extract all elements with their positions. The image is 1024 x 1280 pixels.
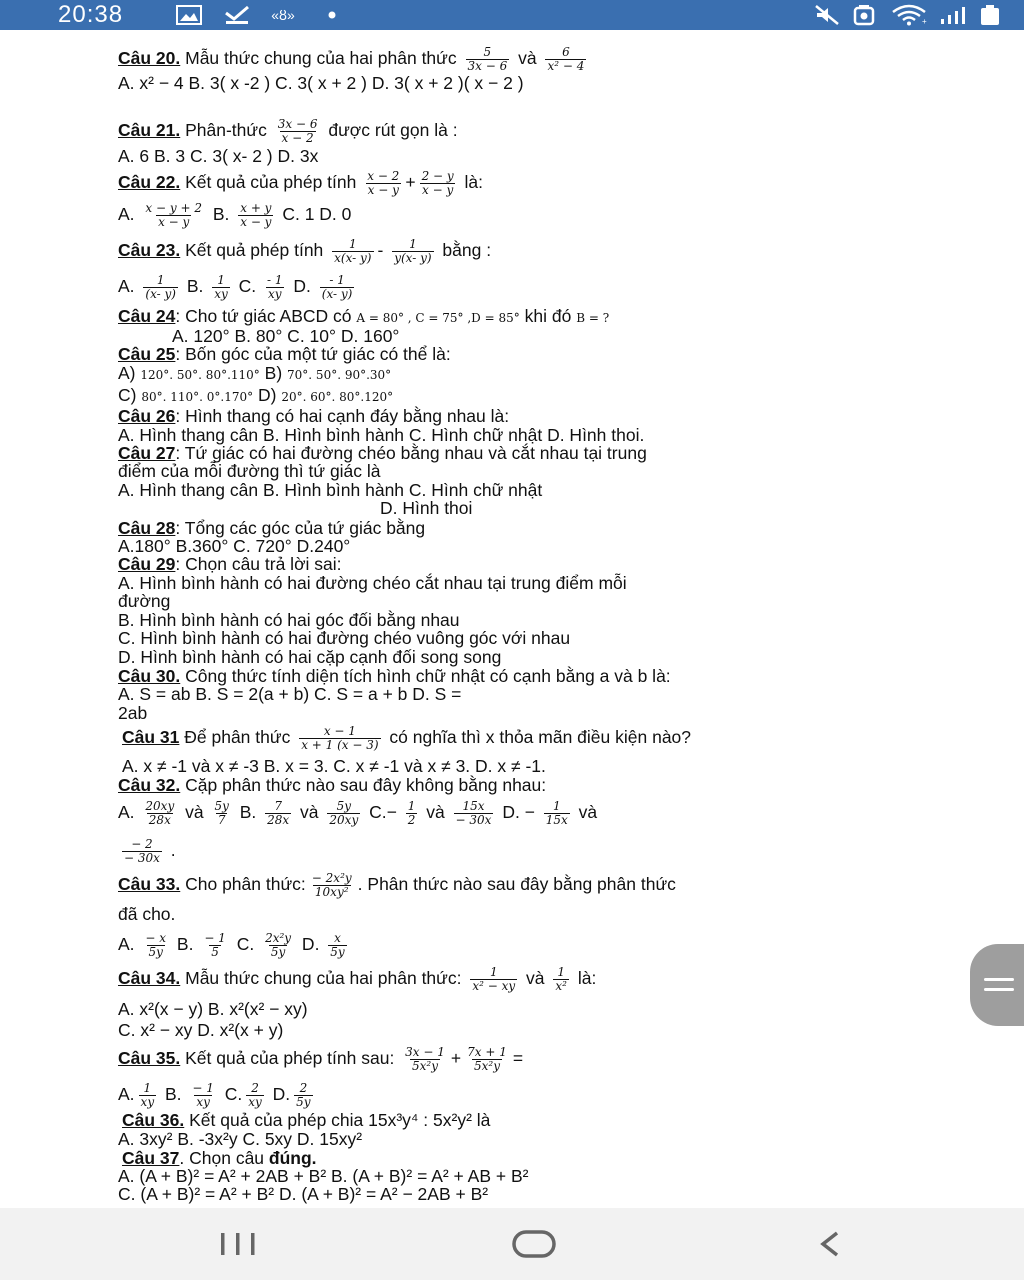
fraction [454,800,494,827]
text-line [118,443,647,463]
fraction [406,800,418,827]
text-segment: B. [207,204,235,225]
question-label: Câu 24 [118,306,176,326]
fraction [332,238,373,265]
text-segment: bằng : [437,240,492,261]
fraction-denominator: 5y [330,945,345,959]
text-line [118,461,381,481]
fraction [299,725,380,752]
text-segment: B. [160,1084,187,1105]
download-icon [222,4,252,26]
fraction-numerator: x [334,931,341,945]
fraction [276,118,320,145]
fraction-numerator: 2 − y [421,169,454,183]
question-label: Câu 33. [118,874,181,895]
podcast-icon: «ȣ» [271,7,295,23]
fraction [310,872,354,899]
text-line [118,480,542,500]
fraction-numerator: - 1 [329,273,345,287]
text-line [118,800,597,827]
navigation-bar [0,1208,1024,1280]
text-segment: Kết quả của phép tính sau: [180,1048,400,1069]
text-segment: D) [253,385,282,405]
text-line [118,932,351,959]
text-line [118,554,342,574]
fraction-denominator: x − y [240,215,272,229]
text-segment: và [573,802,598,823]
text-line [118,684,461,704]
text-segment: A. x ≠ -1 và x ≠ -3 B. x = 3. C. x ≠ -1 và x ≠ 3. D. x ≠ -1. [122,756,546,776]
math-expression: 70°. 50°. 90°.30° [287,368,392,382]
text-segment: A. x² − 4 B. 3( x -2 ) C. 3( x + 2 ) D. 3( x + 2 )( x − 2 ) [118,73,524,93]
text-segment: B) [259,363,288,383]
fraction [190,1082,216,1109]
side-panel-handle[interactable] [970,944,1024,1026]
text-segment: Công thức tính diện tích hình chữ nhật có cạnh bằng a và b là: [180,666,671,686]
text-segment: A. 3xy² B. -3x²y C. 5xy D. 15xy² [118,1129,363,1149]
fraction-denominator: x² − 4 [547,59,585,73]
fraction-denominator: − 30x [455,813,492,827]
fraction-numerator: 7 [274,799,282,813]
question-label: Câu 28 [118,518,176,538]
fraction [122,838,162,865]
status-bar [0,0,1024,30]
fraction [544,800,570,827]
text-segment: B. [234,802,262,823]
text-line [118,202,351,229]
question-label: Câu 37 [122,1148,180,1168]
text-segment: Mẫu thức chung của hai phân thức: [180,968,467,989]
text-line [118,344,451,364]
fraction-numerator: − 2 [131,837,153,851]
text-segment: A. 120° B. 80° C. 10° D. 160° [172,326,400,346]
fraction-denominator: xy [140,1095,155,1109]
text-segment: Để phân thức [179,727,296,748]
text-line [118,274,358,301]
fraction [403,1046,447,1073]
fraction-numerator: 5y [214,799,229,813]
fraction-denominator: 15x [545,813,568,827]
text-segment: . Chọn câu [179,1148,269,1168]
text-segment: C. Hình bình hành có hai đường chéo vuông góc với nhau [118,628,571,648]
fraction-denominator: 10xy² [314,885,349,899]
text-segment: A.180° B.360° C. 720° D.240° [118,536,351,556]
fraction-numerator: 2x²y [265,931,292,945]
question-label: Câu 30. [118,666,181,686]
fraction-numerator: 2 [251,1081,259,1095]
text-line [118,628,570,648]
text-segment: : Hình thang có hai cạnh đáy bằng nhau là: [175,406,510,426]
fraction-numerator: 2 [299,1081,308,1095]
text-line [122,756,546,776]
text-line [380,498,472,518]
fraction [327,800,360,827]
fraction-denominator: 28x [267,813,290,827]
text-segment: Kết quả phép tính [180,240,329,261]
text-segment: A. [118,204,140,225]
text-segment: + [405,172,416,193]
text-line [118,118,458,145]
question-label: Câu 21. [118,120,181,141]
text-segment: A. (A + B)² = A² + 2AB + B² B. (A + B)² = A² + AB + B² [118,1166,529,1186]
text-segment: : Chọn câu trả lời sai: [175,554,342,574]
text-segment: C.− [364,802,402,823]
question-label: Câu 20. [118,48,181,69]
text-line [118,999,308,1019]
text-segment: Kết quả của phép chia 15x³y⁴ : 5x²y² là [184,1110,491,1130]
text-segment: là: [572,968,597,989]
text-segment: A) [118,363,141,383]
text-segment: D. Hình thoi [380,498,473,518]
fraction-numerator: 3x − 1 [405,1045,445,1059]
fraction-numerator: 1 [156,273,165,287]
svg-text:+: + [922,17,927,26]
text-segment: đường [118,591,171,611]
text-line [118,1129,362,1149]
fraction-numerator: x − y + 2 [145,201,202,215]
fraction-numerator: 1 [349,237,357,251]
gallery-icon [174,4,204,26]
text-line [118,536,350,556]
back-icon[interactable] [808,1226,852,1262]
fraction [265,274,285,301]
fraction-numerator: 7x + 1 [467,1045,507,1059]
question-label: Câu 23. [118,240,181,261]
text-line [118,1082,317,1109]
question-label: Câu 35. [118,1048,181,1069]
fraction-numerator: − x [145,931,167,945]
text-line [118,518,425,538]
fraction-denominator: 5 [211,945,219,959]
fraction [545,46,586,73]
fraction-numerator: x − 2 [367,169,400,183]
text-line [118,406,509,426]
fraction-numerator: 1 [407,799,416,813]
text-segment: là: [459,172,484,193]
text-segment: C. 1 D. 0 [277,204,352,225]
question-label: Câu 32. [118,775,181,795]
fraction-denominator: xy [196,1095,210,1109]
text-line [118,1020,283,1040]
fraction [143,274,178,301]
text-segment: A. Hình bình hành có hai đường chéo cắt nhau tại trung điểm mỗi [118,573,627,593]
fraction-numerator: 1 [557,965,565,979]
fraction [553,966,569,993]
text-segment: . [165,840,176,861]
fraction-denominator: xy [214,287,228,301]
fraction-numerator: 1 [217,273,225,287]
text-segment: Mẫu thức chung của hai phân thức [180,48,462,69]
text-segment: D. − [497,802,540,823]
fraction [212,800,230,827]
fraction [320,274,355,301]
text-segment: khi đó [519,306,577,326]
fraction-denominator: 5y [148,945,163,959]
text-segment: D. [297,934,325,955]
fraction [265,800,291,827]
text-segment: điểm của mỗi đường thì tứ giác là [118,461,381,481]
text-segment: Kết quả của phép tính [180,172,362,193]
text-line [122,725,691,752]
text-line [118,1166,528,1186]
text-line [118,306,609,328]
text-segment: A. [118,276,140,297]
fraction [392,238,433,265]
text-line [118,73,524,93]
text-segment: B. [172,934,199,955]
fraction-numerator: 1 [489,965,498,979]
text-segment: B. Hình bình hành có hai góc đối bằng nhau [118,610,460,630]
text-segment: và [421,802,450,823]
text-segment: A. Hình thang cân B. Hình bình hành C. Hình chữ nhật [118,480,543,500]
fraction-numerator: 1 [552,799,561,813]
text-segment: và [180,802,209,823]
text-line [118,966,596,993]
text-line [118,610,460,630]
question-label: Câu 27 [118,443,176,463]
fraction-numerator: 6 [562,45,570,59]
fraction-numerator: 1 [143,1081,152,1095]
fraction-denominator: x − y [158,215,190,229]
fraction-denominator: 5x²y [474,1059,500,1073]
alarm-icon [852,4,876,26]
text-segment: A. Hình thang cân B. Hình bình hành C. Hình chữ nhật D. Hình thoi. [118,425,645,445]
question-label: Câu 29 [118,554,176,574]
text-line [122,1110,490,1130]
wifi-icon [890,4,930,26]
text-segment: và [295,802,324,823]
math-expression: 120°. 50°. 80°.110° [140,368,260,382]
fraction [143,800,176,827]
fraction-numerator: 20xy [145,799,175,813]
text-line [118,1184,488,1204]
text-segment: : Tứ giác có hai đường chéo bằng nhau và cắt nhau tại trung [175,443,647,463]
fraction-numerator: - 1 [267,273,283,287]
question-label: Câu 31 [122,727,180,748]
text-line [118,647,501,667]
dot-icon [326,4,338,26]
fraction-denominator: 28x [148,813,171,827]
text-segment: - [377,240,389,261]
text-line [118,170,483,197]
recent-apps-icon[interactable] [210,1226,266,1262]
text-segment: D. [288,276,316,297]
math-expression: 20°. 60°. 80°.120° [281,390,394,404]
math-expression: 80°. 110°. 0°.170° [141,390,254,404]
fraction-denominator: (x- y) [321,287,353,301]
fraction-denominator: x − 2 [281,131,314,145]
text-segment: B. [181,276,209,297]
text-segment: Cặp phân thức nào sau đây không bằng nhau: [180,775,547,795]
text-line [118,573,627,593]
fraction-denominator: (x- y) [145,287,176,301]
text-line [118,838,176,865]
fraction [238,202,273,229]
text-line [118,385,393,407]
fraction-numerator: 15x [462,799,485,813]
fraction-denominator: x − y [367,183,399,197]
fraction-numerator: − 2x²y [311,871,352,885]
text-segment: và [513,48,542,69]
fraction-denominator: 5x²y [412,1059,439,1073]
fraction-numerator: 5y [336,799,352,813]
text-segment: C. [233,276,262,297]
battery-icon [978,4,1002,26]
signal-icon [938,4,968,26]
text-segment: A. [118,802,140,823]
question-label: Câu 36. [122,1110,185,1130]
text-segment: A. 6 B. 3 C. 3( x- 2 ) D. 3x [118,146,319,166]
text-segment: C. [219,1084,243,1105]
text-segment: đã cho. [118,904,176,924]
fraction [263,932,293,959]
text-segment: C. (A + B)² = A² + B² D. (A + B)² = A² − 2AB + B² [118,1184,489,1204]
fraction-denominator: 2 [407,813,416,827]
fraction-denominator: 20xy [329,813,359,827]
text-line [122,1148,317,1168]
text-segment: A. S = ab B. S = 2(a + b) C. S = a + b D. S = [118,684,462,704]
text-segment: 2ab [118,703,148,723]
text-line [118,363,391,385]
fraction [143,932,168,959]
home-icon[interactable] [504,1226,564,1262]
fraction-denominator: − 30x [124,851,160,865]
math-expression: B = ? [576,311,610,325]
fraction-denominator: xy [248,1095,262,1109]
text-line [118,591,170,611]
mute-icon [812,4,842,26]
document-page[interactable] [0,30,1024,1208]
fraction-numerator: x + y [240,201,272,215]
fraction-denominator: x − y [422,183,454,197]
emphasis-text: đúng. [268,1148,317,1168]
status-time: 20:38 [58,1,124,28]
fraction [328,932,346,959]
text-segment: được rút gọn là : [323,120,458,141]
text-segment: : Bốn góc của một tứ giác có thể là: [175,344,451,364]
question-label: Câu 25 [118,344,176,364]
fraction-denominator: xy [268,287,282,301]
fraction-denominator: x² − xy [472,979,516,993]
fraction [365,170,401,197]
text-segment: A. [118,934,140,955]
text-segment: và [521,968,550,989]
fraction-numerator: 3x − 6 [277,117,318,131]
text-segment: D. [267,1084,291,1105]
fraction [246,1082,264,1109]
fraction-denominator: x² [555,979,567,993]
text-segment: = [512,1048,524,1069]
text-segment: A. x²(x − y) B. x²(x² − xy) [118,999,308,1019]
text-line [118,146,318,166]
text-segment: C. x² − xy D. x²(x + y) [118,1020,284,1040]
fraction-denominator: y(x- y) [394,251,432,265]
fraction [212,274,230,301]
text-segment: có nghĩa thì x thỏa mãn điều kiện nào? [384,727,692,748]
fraction [139,1082,157,1109]
text-segment: A. [118,1084,135,1105]
fraction [202,932,228,959]
fraction-numerator: x − 1 [323,724,356,738]
fraction-numerator: 5 [483,45,492,59]
fraction-denominator: 5y [296,1095,311,1109]
text-segment: : Cho tứ giác ABCD có [175,306,357,326]
text-segment: D. Hình bình hành có hai cặp cạnh đối song song [118,647,502,667]
fraction-denominator: x(x- y) [334,251,372,265]
text-line [118,238,491,265]
fraction-denominator: 5y [270,945,286,959]
fraction-numerator: − 1 [204,931,226,945]
text-segment: C) [118,385,142,405]
fraction [143,202,204,229]
text-line [172,326,399,346]
text-segment: Phân-thức [180,120,272,141]
fraction-numerator: 1 [409,237,417,251]
text-line [118,425,644,445]
fraction [466,46,510,73]
fraction-numerator: − 1 [192,1081,214,1095]
math-expression: A = 80° , C = 75° ,D = 85° [356,311,520,325]
fraction [465,1046,509,1073]
fraction-denominator: 3x − 6 [467,59,508,73]
question-label: Câu 34. [118,968,181,989]
text-segment: + [450,1048,462,1069]
text-segment: . Phân thức nào sau đây bằng phân thức [357,874,676,895]
text-line [118,904,175,924]
question-label: Câu 26 [118,406,176,426]
text-line [118,46,590,73]
text-line [118,775,546,795]
text-segment: C. [231,934,260,955]
fraction [420,170,456,197]
text-line [118,1046,523,1073]
fraction [470,966,517,993]
text-line [118,703,147,723]
question-label: Câu 22. [118,172,181,193]
text-line [118,872,676,899]
text-segment: Cho phân thức: [180,874,306,895]
text-segment: : Tổng các góc của tứ giác bằng [175,518,426,538]
fraction-denominator: 7 [217,813,226,827]
fraction [294,1082,312,1109]
fraction-denominator: x + 1 (x − 3) [301,738,379,752]
text-line [118,666,671,686]
